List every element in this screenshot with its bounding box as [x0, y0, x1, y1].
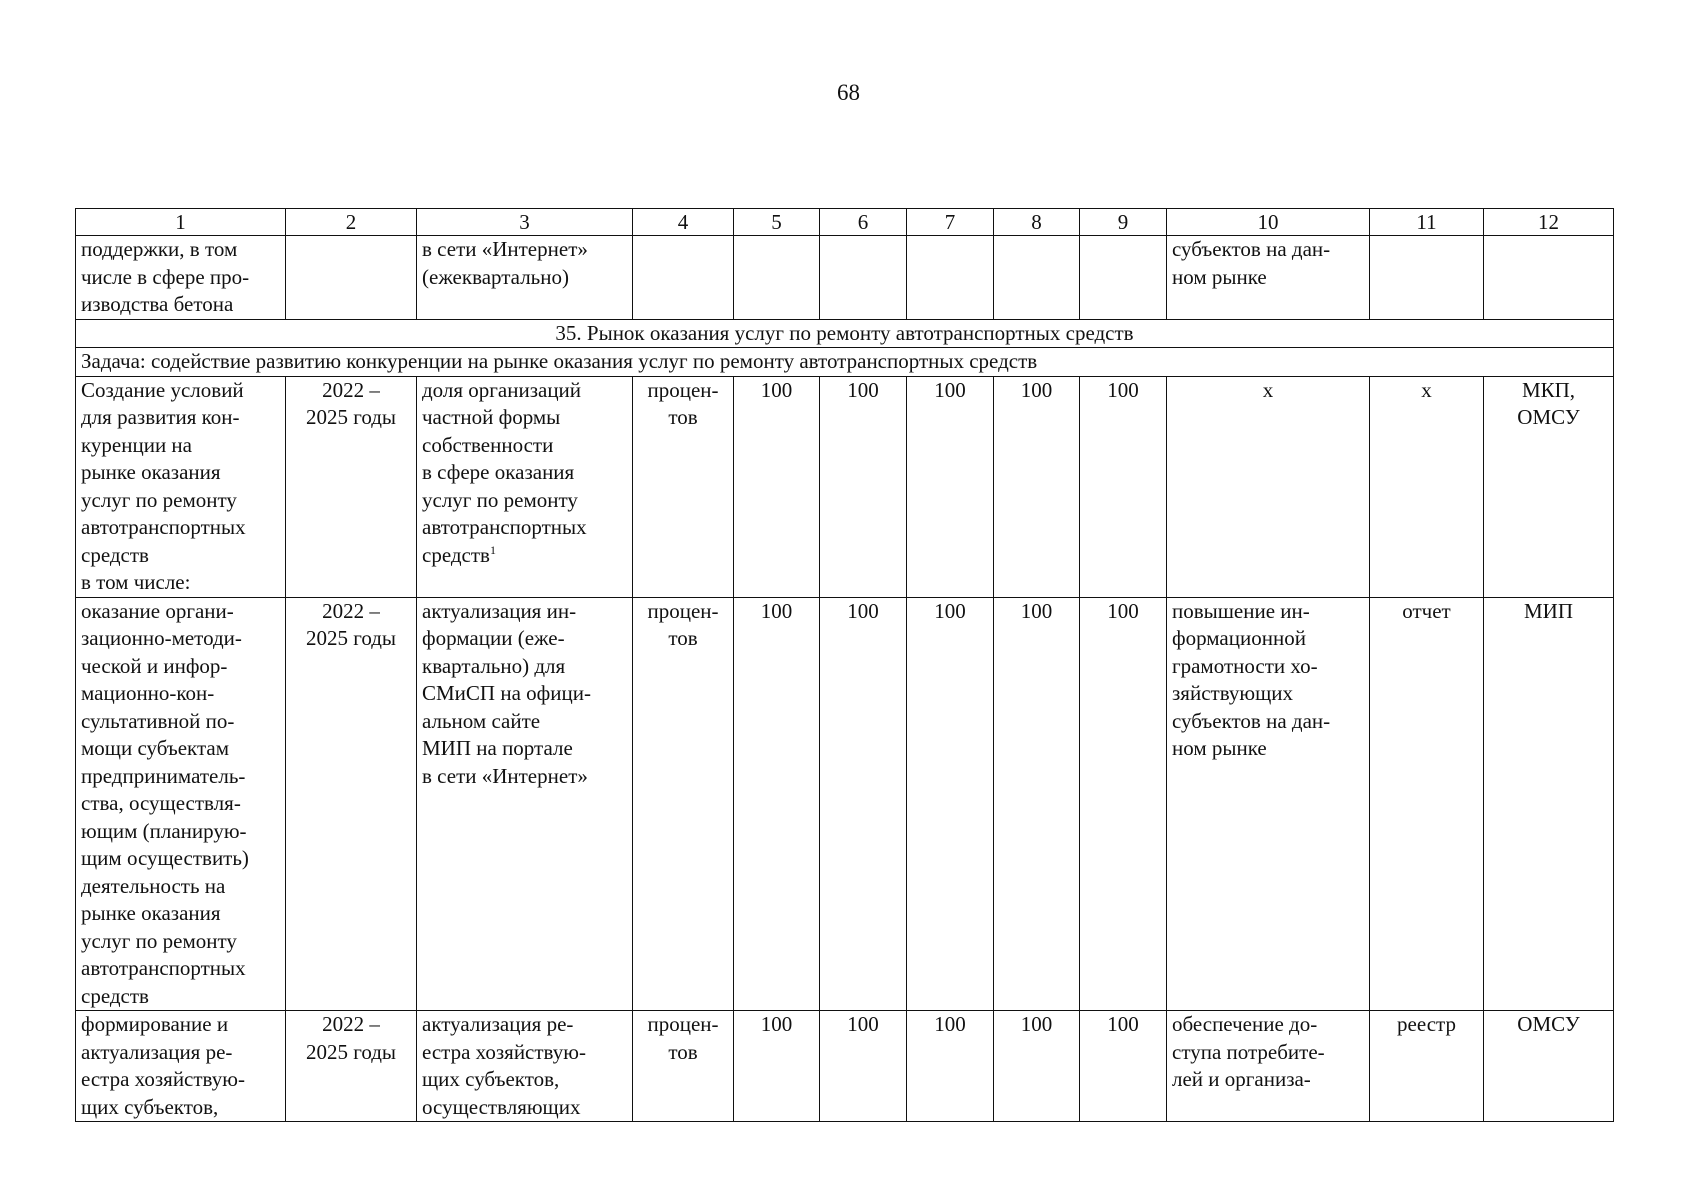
cell-document: отчет [1370, 597, 1484, 1011]
cell-indicator: в сети «Интернет» (ежеквартально) [417, 236, 633, 320]
cell-activity: формирование и актуализация ре- естра хозяйствую- щих субъектов, [76, 1011, 286, 1122]
table-row-continued [76, 236, 1614, 320]
cell-value: 100 [907, 1011, 994, 1122]
cell-indicator: актуализация ин- формации (еже- квартально) для СМиСП на офици- альном сайте МИП на портале в сети «Интернет» [417, 597, 633, 1011]
col-number: 11 [1370, 209, 1484, 236]
col-number: 2 [286, 209, 417, 236]
page-number: 68 [837, 80, 860, 105]
cell-document: реестр [1370, 1011, 1484, 1122]
cell-value: 100 [1080, 597, 1167, 1011]
cell-value: 100 [1080, 376, 1167, 597]
task-row [76, 348, 1614, 377]
cell-activity: оказание органи- зационно-методи- ческой и инфор- мационно-кон- сультативной по- мощи субъектам предприниматель- ства, осуществля- ющим (планирую- щим осуществить) деятельность на рынке оказания услуг по ремонту автотранспортных средств [76, 597, 286, 1011]
cell-empty [907, 236, 994, 320]
col-number: 3 [417, 209, 633, 236]
cell-value: 100 [734, 376, 820, 597]
cell-value: 100 [820, 376, 907, 597]
cell-unit: процен- тов [633, 597, 734, 1011]
col-number: 6 [820, 209, 907, 236]
cell-value: 100 [907, 376, 994, 597]
cell-value: 100 [734, 597, 820, 1011]
cell-indicator [417, 376, 633, 597]
cell-empty [820, 236, 907, 320]
cell-responsible: МКП, ОМСУ [1484, 376, 1614, 597]
cell-result: субъектов на дан- ном рынке [1167, 236, 1370, 320]
table-row [76, 597, 1614, 1011]
cell-value: 100 [820, 597, 907, 1011]
col-number: 12 [1484, 209, 1614, 236]
cell-empty [1370, 236, 1484, 320]
cell-empty [286, 236, 417, 320]
column-number-row [76, 209, 1614, 236]
table-row [76, 376, 1614, 597]
col-number: 5 [734, 209, 820, 236]
cell-empty [994, 236, 1080, 320]
cell-result: повышение ин- формационной грамотности хо- зяйствующих субъектов на дан- ном рынке [1167, 597, 1370, 1011]
table-row [76, 1011, 1614, 1122]
cell-empty [633, 236, 734, 320]
cell-period: 2022 – 2025 годы [286, 376, 417, 597]
cell-value: 100 [994, 1011, 1080, 1122]
cell-responsible: ОМСУ [1484, 1011, 1614, 1122]
section-row [76, 319, 1614, 348]
cell-result: x [1167, 376, 1370, 597]
col-number: 4 [633, 209, 734, 236]
cell-value: 100 [907, 597, 994, 1011]
cell-unit: процен- тов [633, 376, 734, 597]
cell-document: x [1370, 376, 1484, 597]
cell-empty [1080, 236, 1167, 320]
footnote-mark: 1 [489, 542, 496, 557]
indicator-text: доля организаций частной формы собственности в сфере оказания услуг по ремонту автотранспортных средств [422, 377, 587, 567]
plan-table [75, 208, 1614, 1122]
cell-period: 2022 – 2025 годы [286, 1011, 417, 1122]
cell-value: 100 [1080, 1011, 1167, 1122]
cell-value: 100 [820, 1011, 907, 1122]
cell-result: обеспечение до- ступа потребите- лей и организа- [1167, 1011, 1370, 1122]
cell-activity: поддержки, в том числе в сфере про- изводства бетона [76, 236, 286, 320]
cell-value: 100 [994, 597, 1080, 1011]
cell-empty [734, 236, 820, 320]
section-title: 35. Рынок оказания услуг по ремонту автотранспортных средств [76, 319, 1614, 348]
col-number: 1 [76, 209, 286, 236]
cell-activity: Создание условий для развития кон- куренции на рынке оказания услуг по ремонту автотранспортных средств в том числе: [76, 376, 286, 597]
col-number: 7 [907, 209, 994, 236]
cell-unit: процен- тов [633, 1011, 734, 1122]
cell-period: 2022 – 2025 годы [286, 597, 417, 1011]
task-text: Задача: содействие развитию конкуренции на рынке оказания услуг по ремонту автотранспортных средств [76, 348, 1614, 377]
cell-value: 100 [734, 1011, 820, 1122]
col-number: 9 [1080, 209, 1167, 236]
col-number: 8 [994, 209, 1080, 236]
cell-responsible: МИП [1484, 597, 1614, 1011]
col-number: 10 [1167, 209, 1370, 236]
cell-indicator: актуализация ре- естра хозяйствую- щих субъектов, осуществляющих [417, 1011, 633, 1122]
cell-value: 100 [994, 376, 1080, 597]
cell-empty [1484, 236, 1614, 320]
